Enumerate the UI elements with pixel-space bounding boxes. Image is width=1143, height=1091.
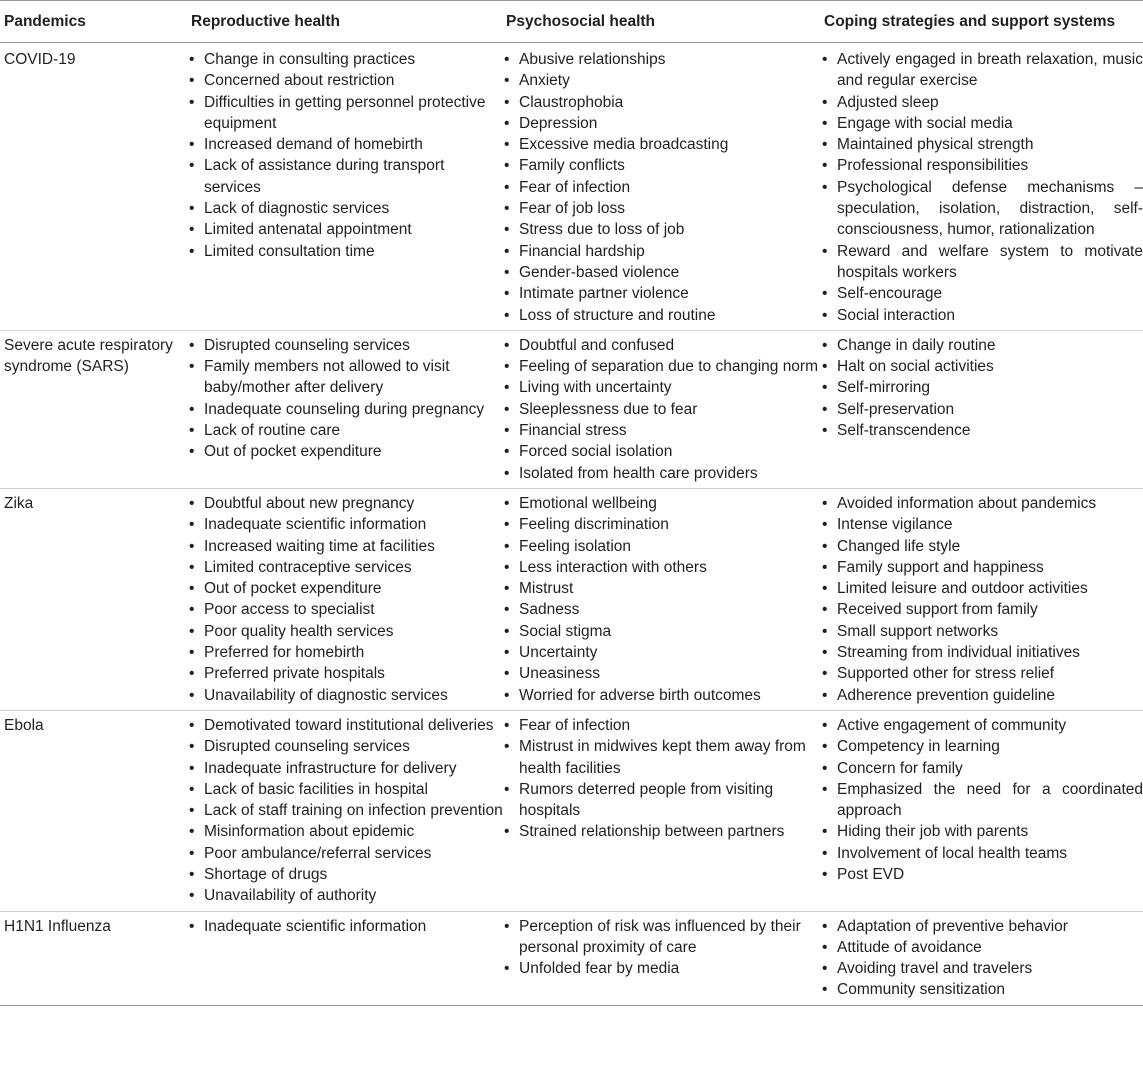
list-item: • Fear of job loss	[504, 198, 818, 219]
list-item: • Actively engaged in breath relaxation, music and regular exercise	[822, 49, 1143, 92]
header-coping-strategies: Coping strategies and support systems	[818, 1, 1143, 43]
list-item: • Forced social isolation	[504, 441, 818, 462]
coping-strategies-cell	[818, 488, 1143, 710]
bullet-list	[188, 916, 503, 937]
list-item: • Family conflicts	[504, 155, 818, 176]
list-item: • Lack of basic facilities in hospital	[189, 779, 503, 800]
table-row	[0, 488, 1143, 710]
list-item: • Limited antenatal appointment	[189, 219, 503, 240]
list-item: • Anxiety	[504, 70, 818, 91]
list-item: • Adjusted sleep	[822, 92, 1143, 113]
list-item: • Avoided information about pandemics	[822, 493, 1143, 514]
list-item: • Depression	[504, 113, 818, 134]
list-item: • Social stigma	[504, 621, 818, 642]
bullet-list	[188, 49, 503, 262]
bullet-list	[503, 715, 818, 843]
bullet-list	[503, 916, 818, 980]
list-item: • Sadness	[504, 599, 818, 620]
list-item: • Lack of diagnostic services	[189, 198, 503, 219]
list-item: • Competency in learning	[822, 736, 1143, 757]
list-item: • Disrupted counseling services	[189, 736, 503, 757]
list-item: • Claustrophobia	[504, 92, 818, 113]
list-item: • Perception of risk was influenced by their personal proximity of care	[504, 916, 818, 959]
list-item: • Social interaction	[822, 305, 1143, 326]
list-item: • Unavailability of authority	[189, 885, 503, 906]
reproductive-health-cell	[188, 43, 503, 331]
list-item: • Mistrust in midwives kept them away from health facilities	[504, 736, 818, 779]
list-item: • Feeling discrimination	[504, 514, 818, 535]
list-item: • Small support networks	[822, 621, 1143, 642]
list-item: • Fear of infection	[504, 715, 818, 736]
list-item: • Lack of assistance during transport services	[189, 155, 503, 198]
coping-strategies-cell	[818, 911, 1143, 1005]
bullet-list	[503, 335, 818, 484]
list-item: • Received support from family	[822, 599, 1143, 620]
list-item: • Self-preservation	[822, 399, 1143, 420]
list-item: • Change in consulting practices	[189, 49, 503, 70]
list-item: • Avoiding travel and travelers	[822, 958, 1143, 979]
bullet-list	[818, 493, 1143, 706]
list-item: • Emotional wellbeing	[504, 493, 818, 514]
list-item: • Hiding their job with parents	[822, 821, 1143, 842]
list-item: • Misinformation about epidemic	[189, 821, 503, 842]
table-body	[0, 43, 1143, 1006]
list-item: • Inadequate counseling during pregnancy	[189, 399, 503, 420]
list-item: • Self-transcendence	[822, 420, 1143, 441]
psychosocial-health-cell	[503, 43, 818, 331]
pandemic-name: Severe acute respiratory syndrome (SARS)	[0, 330, 188, 488]
coping-strategies-cell	[818, 710, 1143, 911]
list-item: • Community sensitization	[822, 979, 1143, 1000]
list-item: • Supported other for stress relief	[822, 663, 1143, 684]
list-item: • Increased demand of homebirth	[189, 134, 503, 155]
list-item: • Poor ambulance/referral services	[189, 843, 503, 864]
list-item: • Concern for family	[822, 758, 1143, 779]
table-header	[0, 1, 1143, 43]
list-item: • Abusive relationships	[504, 49, 818, 70]
bullet-list	[818, 715, 1143, 885]
list-item: • Unavailability of diagnostic services	[189, 685, 503, 706]
list-item: • Feeling isolation	[504, 536, 818, 557]
list-item: • Strained relationship between partners	[504, 821, 818, 842]
bullet-list	[818, 49, 1143, 326]
list-item: • Financial stress	[504, 420, 818, 441]
list-item: • Increased waiting time at facilities	[189, 536, 503, 557]
list-item: • Rumors deterred people from visiting hospitals	[504, 779, 818, 822]
pandemic-name: Zika	[0, 488, 188, 710]
list-item: • Attitude of avoidance	[822, 937, 1143, 958]
list-item: • Maintained physical strength	[822, 134, 1143, 155]
list-item: • Loss of structure and routine	[504, 305, 818, 326]
list-item: • Sleeplessness due to fear	[504, 399, 818, 420]
pandemic-name: H1N1 Influenza	[0, 911, 188, 1005]
list-item: • Limited contraceptive services	[189, 557, 503, 578]
list-item: • Active engagement of community	[822, 715, 1143, 736]
list-item: • Self-encourage	[822, 283, 1143, 304]
bullet-list	[188, 335, 503, 463]
list-item: • Less interaction with others	[504, 557, 818, 578]
list-item: • Professional responsibilities	[822, 155, 1143, 176]
psychosocial-health-cell	[503, 911, 818, 1005]
bullet-list	[818, 335, 1143, 441]
list-item: • Intimate partner violence	[504, 283, 818, 304]
reproductive-health-cell	[188, 710, 503, 911]
list-item: • Emphasized the need for a coordinated approach	[822, 779, 1143, 822]
reproductive-health-cell	[188, 911, 503, 1005]
psychosocial-health-cell	[503, 330, 818, 488]
table-row	[0, 330, 1143, 488]
list-item: • Changed life style	[822, 536, 1143, 557]
list-item: • Limited leisure and outdoor activities	[822, 578, 1143, 599]
list-item: • Streaming from individual initiatives	[822, 642, 1143, 663]
bullet-list	[188, 715, 503, 907]
list-item: • Doubtful about new pregnancy	[189, 493, 503, 514]
reproductive-health-cell	[188, 330, 503, 488]
list-item: • Disrupted counseling services	[189, 335, 503, 356]
list-item: • Inadequate infrastructure for delivery	[189, 758, 503, 779]
list-item: • Engage with social media	[822, 113, 1143, 134]
list-item: • Inadequate scientific information	[189, 514, 503, 535]
list-item: • Difficulties in getting personnel protective equipment	[189, 92, 503, 135]
list-item: • Psychological defense mechanisms – speculation, isolation, distraction, self-consciousness, humor, rationalization	[822, 177, 1143, 241]
list-item: • Unfolded fear by media	[504, 958, 818, 979]
list-item: • Inadequate scientific information	[189, 916, 503, 937]
reproductive-health-cell	[188, 488, 503, 710]
list-item: • Isolated from health care providers	[504, 463, 818, 484]
coping-strategies-cell	[818, 43, 1143, 331]
list-item: • Uneasiness	[504, 663, 818, 684]
coping-strategies-cell	[818, 330, 1143, 488]
list-item: • Adherence prevention guideline	[822, 685, 1143, 706]
list-item: • Stress due to loss of job	[504, 219, 818, 240]
list-item: • Demotivated toward institutional deliveries	[189, 715, 503, 736]
list-item: • Doubtful and confused	[504, 335, 818, 356]
list-item: • Concerned about restriction	[189, 70, 503, 91]
list-item: • Adaptation of preventive behavior	[822, 916, 1143, 937]
table-row	[0, 710, 1143, 911]
list-item: • Financial hardship	[504, 241, 818, 262]
list-item: • Feeling of separation due to changing norm	[504, 356, 818, 377]
list-item: • Family support and happiness	[822, 557, 1143, 578]
list-item: • Preferred private hospitals	[189, 663, 503, 684]
list-item: • Fear of infection	[504, 177, 818, 198]
list-item: • Out of pocket expenditure	[189, 441, 503, 462]
list-item: • Mistrust	[504, 578, 818, 599]
list-item: • Family members not allowed to visit baby/mother after delivery	[189, 356, 503, 399]
psychosocial-health-cell	[503, 710, 818, 911]
list-item: • Uncertainty	[504, 642, 818, 663]
list-item: • Lack of routine care	[189, 420, 503, 441]
list-item: • Intense vigilance	[822, 514, 1143, 535]
bullet-list	[188, 493, 503, 706]
list-item: • Halt on social activities	[822, 356, 1143, 377]
bullet-list	[503, 49, 818, 326]
psychosocial-health-cell	[503, 488, 818, 710]
list-item: • Worried for adverse birth outcomes	[504, 685, 818, 706]
list-item: • Lack of staff training on infection prevention	[189, 800, 503, 821]
list-item: • Excessive media broadcasting	[504, 134, 818, 155]
list-item: • Change in daily routine	[822, 335, 1143, 356]
list-item: • Shortage of drugs	[189, 864, 503, 885]
bullet-list	[818, 916, 1143, 1001]
list-item: • Gender-based violence	[504, 262, 818, 283]
list-item: • Involvement of local health teams	[822, 843, 1143, 864]
header-psychosocial-health: Psychosocial health	[503, 1, 818, 43]
table-row	[0, 911, 1143, 1005]
table-row	[0, 43, 1143, 331]
list-item: • Poor access to specialist	[189, 599, 503, 620]
list-item: • Living with uncertainty	[504, 377, 818, 398]
header-reproductive-health: Reproductive health	[188, 1, 503, 43]
list-item: • Limited consultation time	[189, 241, 503, 262]
bullet-list	[503, 493, 818, 706]
list-item: • Reward and welfare system to motivate hospitals workers	[822, 241, 1143, 284]
list-item: • Poor quality health services	[189, 621, 503, 642]
header-pandemics: Pandemics	[0, 1, 188, 43]
pandemic-name: COVID-19	[4, 51, 76, 68]
list-item: • Post EVD	[822, 864, 1143, 885]
list-item: • Out of pocket expenditure	[189, 578, 503, 599]
pandemic-name: Ebola	[0, 710, 188, 911]
list-item: • Preferred for homebirth	[189, 642, 503, 663]
list-item: • Self-mirroring	[822, 377, 1143, 398]
